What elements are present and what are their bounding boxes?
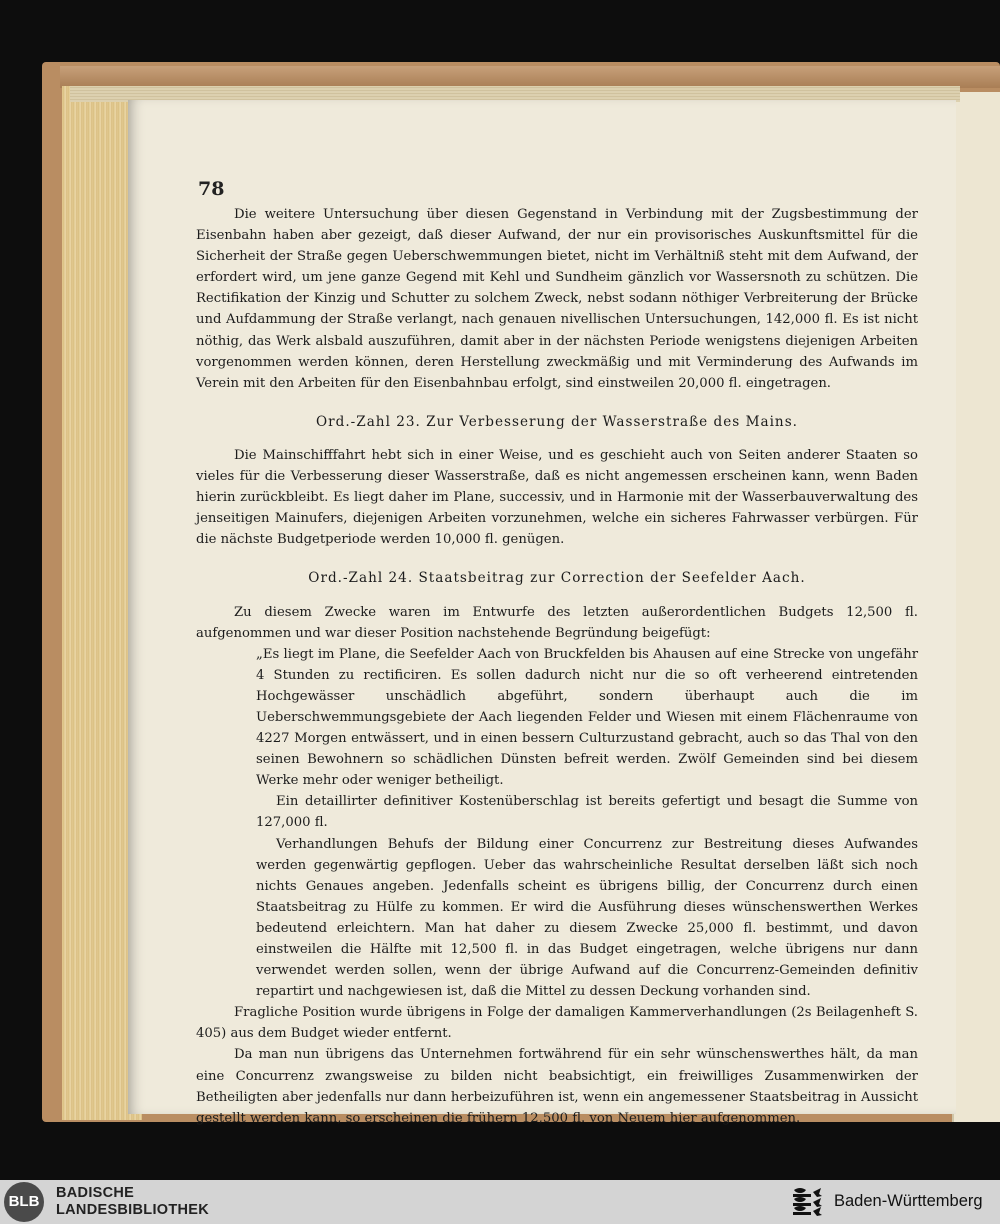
library-name[interactable] — [56, 1185, 209, 1219]
quote-paragraph-3: Verhandlungen Behufs der Bildung einer Concurrenz zur Bestreitung dieses Aufwandes werden gegenwärtig gepflogen. Ueber das wahrscheinliche Resultat derselben läßt sich noch nichts Genaues angeben. Jedenfalls scheint es übrigens billig, der Concurrenz durch einen Staatsbeitrag zu Hülfe zu kommen. Er wird die Ausführung dieses wünschenswerthen Werkes bedeutend erleichtern. Man hat daher zu diesem Zwecke 25,000 fl. bestimmt, und davon einstweilen die Hälfte mit 12,500 fl. in das Budget eingetragen, welche übrigens nur dann verwendet werden sollen, wenn der übrige Aufwand auf die Concurrenz-Gemeinden definitiv repartirt und nachgewiesen ist, daß die Mittel zu dessen Deckung vorhanden sind. — [256, 836, 918, 1000]
baden-wuerttemberg-crest-icon — [790, 1184, 824, 1220]
state-name[interactable]: Baden-Württemberg — [834, 1192, 983, 1210]
quote-paragraph-1: „Es liegt im Plane, die Seefelder Aach von Bruckfelden bis Ahausen auf eine Strecke von ungefähr 4 Stunden zu rectificiren. Es sollen dadurch nicht nur die so oft verheerend eintretenden Hochgewässer unschädlich abgeführt, sondern überhaupt auch die im Ueberschwemmungsgebiete der Aach liegenden Felder und Wiesen mit einem Flächenraume von 4227 Morgen entwässert, und in einen bessern Culturzustand gebracht, auch so das Thal von den seinen Bewohnern so schädlichen Dünsten befreit werden. Zwölf Gemeinden sind bei diesem Werke mehr oder weniger betheiligt. — [256, 646, 918, 789]
paragraph-3: Zu diesem Zwecke waren im Entwurfe des letzten außerordentlichen Budgets 12,500 fl. aufgenommen und war dieser Position nachstehende Begründung beigefügt: — [196, 604, 918, 641]
library-name-line-2: LANDESBIBLIOTHEK — [56, 1202, 210, 1218]
footer-bar — [0, 1180, 1000, 1224]
heading-ord-23: Ord.-Zahl 23. Zur Verbesserung der Wasserstraße des Mains. — [316, 413, 798, 430]
page-number: 78 — [198, 178, 225, 200]
next-page-edge — [952, 92, 1000, 1122]
blb-logo[interactable]: BLB — [4, 1182, 44, 1222]
library-name-line-1: BADISCHE — [56, 1185, 135, 1201]
paragraph-4: Fragliche Position wurde übrigens in Folge der damaligen Kammerverhandlungen (2s Beilagenheft S. 405) aus dem Budget wieder entfernt. — [196, 1005, 918, 1042]
paragraph-5: Da man nun übrigens das Unternehmen fortwährend für ein sehr wünschenswerthes hält, da man eine Concurrenz zwangsweise zu bilden nicht beabsichtigt, ein freiwilliges Zusammenwirken der Betheiligten aber jedenfalls nur dann herbeizuführen ist, wenn ein angemessener Staatsbeitrag in Aussicht gestellt werden kann, so erscheinen die frühern 12,500 fl. von Neuem hier aufgenommen. — [196, 1047, 918, 1126]
book-cover-top — [60, 66, 1000, 88]
page-text — [196, 204, 918, 1129]
paragraph-1: Die weitere Untersuchung über diesen Gegenstand in Verbindung mit der Zugsbestimmung der Eisenbahn haben aber gezeigt, daß dieser Aufwand, der nur ein provisorisches Auskunftsmittel für die Sicherheit der Straße gegen Ueberschwemmungen bietet, nicht im Verhältniß steht mit dem Aufwand, der erfordert wird, um jene ganze Gegend mit Kehl und Sundheim gänzlich vor Wassersnoth zu schützen. Die Rectifikation der Kinzig und Schutter zu solchem Zweck, nebst sodann nöthiger Verbreiterung der Brücke und Aufdammung der Straße verlangt, nach genauen nivellischen Untersuchungen, 142,000 fl. Es ist nicht nöthig, das Werk alsbald auszuführen, damit aber in der nächsten Periode wenigstens diejenigen Arbeiten vorgenommen werden können, deren Herstellung zweckmäßig und mit Verminderung des Aufwands im Verein mit den Arbeiten für den Eisenbahnbau erfolgt, sind einstweilen 20,000 fl. eingetragen. — [196, 207, 918, 391]
paragraph-2: Die Mainschifffahrt hebt sich in einer Weise, und es geschieht auch von Seiten anderer Staaten so vieles für die Verbesserung dieser Wasserstraße, daß es nicht angemessen erscheinen kann, wenn Baden hierin zurückbleibt. Es liegt daher im Plane, successiv, und in Harmonie mit der Wasserbauverwaltung des jenseitigen Mainufers, diejenigen Arbeiten vorzunehmen, welche ein sicheres Fahrwasser verbürgen. Für die nächste Budgetperiode werden 10,000 fl. genügen. — [196, 447, 918, 548]
heading-ord-24: Ord.-Zahl 24. Staatsbeitrag zur Correction der Seefelder Aach. — [308, 570, 806, 587]
quote-paragraph-2: Ein detaillirter definitiver Kostenüberschlag ist bereits gefertigt und besagt die Summe von 127,000 fl. — [256, 794, 918, 831]
